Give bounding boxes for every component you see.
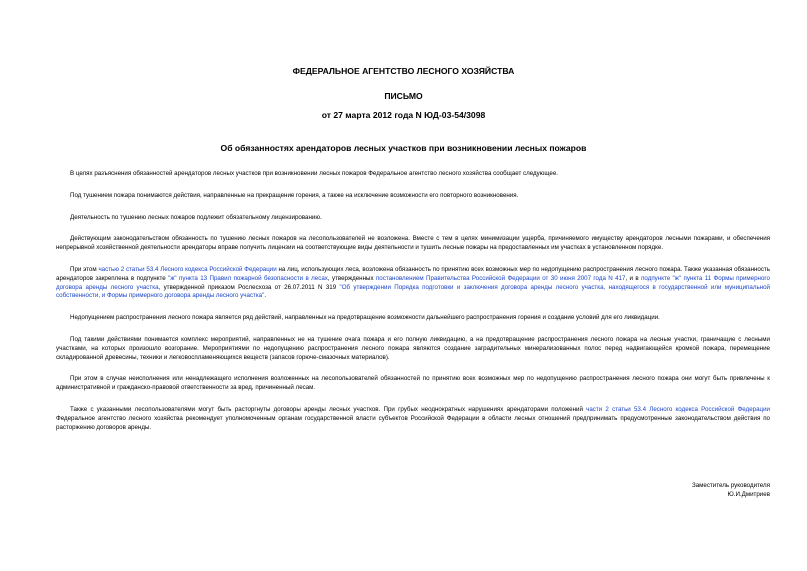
signatory-position: Заместитель руководителя xyxy=(691,482,770,489)
document-date-number: от 27 марта 2012 года N ЮД-03-54/3098 xyxy=(321,110,486,120)
link-forest-code-art-53-4-second[interactable]: части 2 статьи 53.4 Лесного кодекса Российской Федерации xyxy=(586,405,770,413)
paragraph-5-text-6: . xyxy=(264,292,267,300)
link-lease-form-subclause[interactable]: подпункте "ж" пункта 11 Формы примерного договора аренды лесного участка xyxy=(56,274,770,291)
link-government-resolution[interactable]: постановлением Правительства Российской Федерации от 30 июня 2007 года N 417 xyxy=(375,274,626,282)
signatory-name: Ю.И.Дмитриев xyxy=(727,491,770,498)
link-forest-code-art-53-4[interactable]: частью 2 статьи 53.4 Лесного кодекса Российской Федерации xyxy=(98,265,277,273)
paragraph-5 xyxy=(56,266,770,301)
paragraph-8: При этом в случае неисполнения или ненадлежащего исполнения возложенных на лесопользователей обязанностей по принятию всех возможных мер по недопущению распространения лесного пожара они могут быть привлечены к административной и гражданско-правовой ответственности за вред, причиненный лесам. xyxy=(56,375,770,392)
paragraph-5-text-2: на лиц, использующих леса, возложена обязанность по принятию всех возможных мер по недопущению распространения лесного пожара. Также указанная обязанность арендаторов закреплена в подпункте xyxy=(56,265,770,282)
document-body xyxy=(56,170,770,432)
paragraph-6: Недопущением распространения лесного пожара является ряд действий, направленных на предотвращение возможности дальнейшего распространения горения и создание условий для его ликвидации. xyxy=(70,314,660,322)
paragraph-9-text-2: Федеральное агентство лесного хозяйства рекомендует уполномоченным органам государственной власти субъектов Российской Федерации в области лесных отношений предпринимать предусмотренные законодательством действия по расторжению договоров аренды. xyxy=(56,414,770,431)
paragraph-3: Деятельность по тушению лесных пожаров подлежит обязательному лицензированию. xyxy=(70,213,322,221)
paragraph-7: Под такими действиями понимается комплекс мероприятий, направленных не на тушение очага пожара и его полную ликвидацию, а на предотвращение распространения лесного пожара на лесные участки, граничащие с лесными участками, на которых произошло возгорание. Мероприятиями по недопущению распространения лесного пожара являются создание заградительных минерализованных полос перед надвигающейся кромкой пожара, перемещение складированной древесины, техники и легковоспламеняющихся веществ (запасов горюче-смазочных материалов). xyxy=(56,335,770,361)
paragraph-9-text-1: Также с указанными лесопользователями могут быть расторгнуты договоры аренды лесных участков. При грубых неоднократных нарушениях арендаторами положений xyxy=(70,405,587,413)
paragraph-1: В целях разъяснения обязанностей арендаторов лесных участков при возникновении лесных пожаров Федеральное агентство лесного хозяйства сообщает следующее. xyxy=(70,170,559,177)
paragraph-9 xyxy=(56,406,770,432)
link-fire-safety-rules[interactable]: "ж" пункта 13 Правил пожарной безопасности в лесах xyxy=(168,274,328,282)
paragraph-4: Действующим законодательством обязанность по тушению лесных пожаров на лесопользователей не возложена. Вместе с тем в целях минимизации ущерба, причиняемого имуществу арендаторов лесными пожарами, и обеспечения непрерывной хозяйственной деятельности арендаторы вправе получить лицензии на соответствующие виды деятельности и тушить лесные пожары на предоставленных им участках в установленном порядке. xyxy=(56,235,770,252)
paragraph-2: Под тушением пожара понимаются действия, направленные на прекращение горения, а также на исключение возможности его повторного возникновения. xyxy=(70,191,519,199)
link-rosleskhoz-order[interactable]: "Об утверждении Порядка подготовки и заключения договора аренды лесного участка, находящегося в государственной или муниципальной собственности, и Формы примерного договора аренды лесного участка" xyxy=(56,283,770,300)
paragraph-5-text-3: , утвержденных xyxy=(327,274,376,282)
agency-name: ФЕДЕРАЛЬНОЕ АГЕНТСТВО ЛЕСНОГО ХОЗЯЙСТВА xyxy=(292,66,515,76)
paragraph-5-text-5: , утвержденной приказом Рослесхоза от 26.07.2011 N 319 xyxy=(158,283,340,291)
signature-block xyxy=(692,481,770,499)
document-type: ПИСЬМО xyxy=(384,91,423,101)
paragraph-5-text-1: При этом xyxy=(70,265,99,273)
document-subject: Об обязанностях арендаторов лесных участков при возникновении лесных пожаров xyxy=(220,143,587,153)
paragraph-5-text-4: , и в xyxy=(625,274,642,282)
